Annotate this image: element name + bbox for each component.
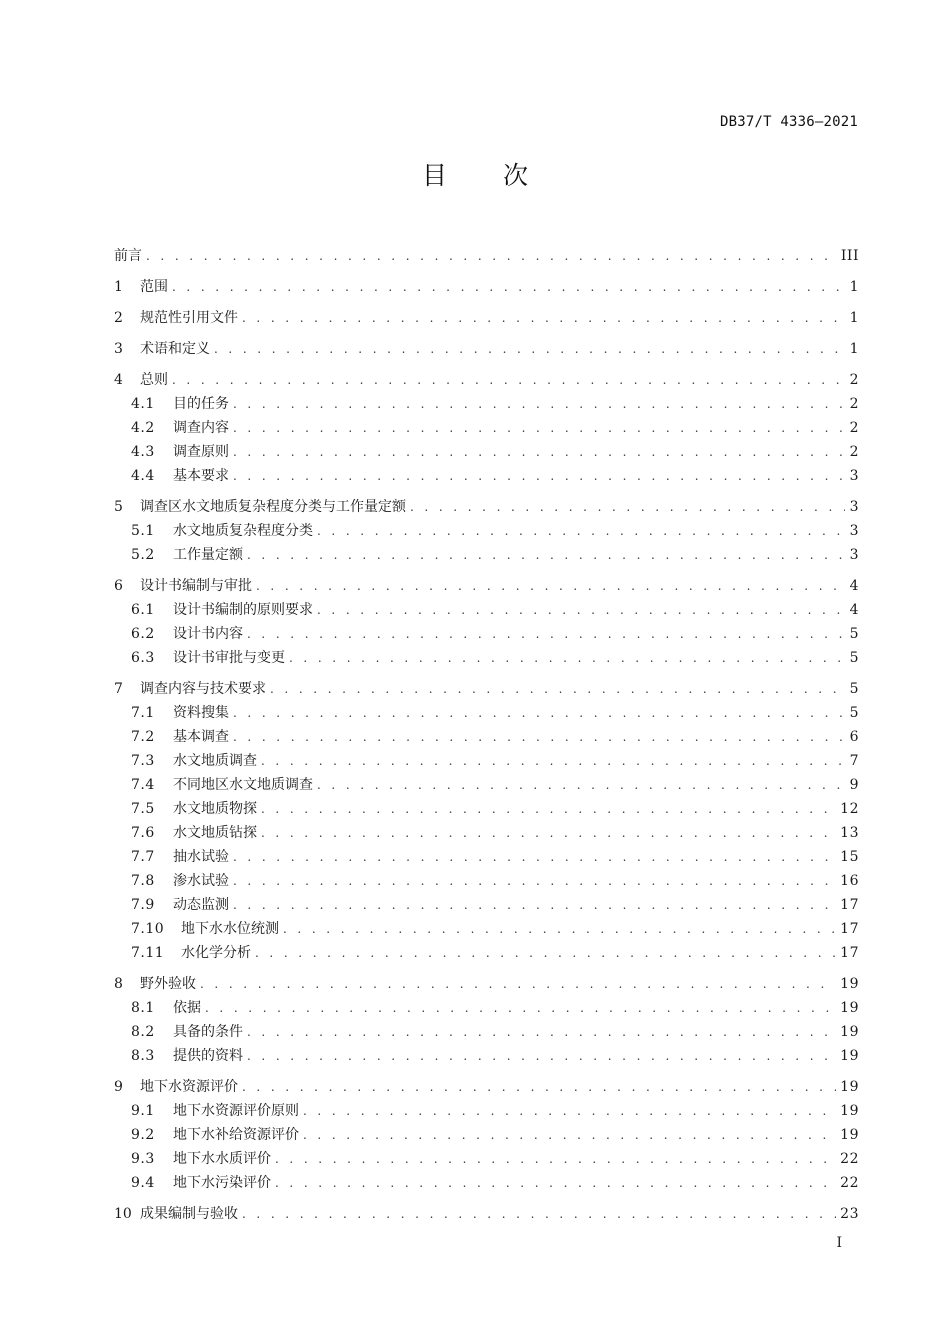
toc-entry-number: 7.10 (131, 921, 165, 937)
toc-entry-title: 提供的资料 (173, 1048, 243, 1064)
toc-entry-page: 17 (840, 897, 859, 913)
toc-entry[interactable] (114, 519, 859, 543)
toc-dot-leader (261, 797, 836, 821)
toc-entry-title: 抽水试验 (173, 849, 229, 865)
toc-entry[interactable] (114, 275, 859, 299)
toc-entry-title: 地下水资源评价原则 (173, 1103, 299, 1119)
toc-entry-title: 设计书内容 (173, 626, 243, 642)
toc-entry-number: 8.2 (131, 1024, 155, 1040)
toc-entry-page: III (840, 248, 859, 264)
toc-entry-number: 4 (114, 372, 123, 388)
toc-entry-page: 5 (849, 705, 859, 721)
toc-entry[interactable] (114, 917, 859, 941)
toc-entry-title: 依据 (173, 1000, 201, 1016)
toc-entry[interactable] (114, 416, 859, 440)
toc-entry-number: 7.9 (131, 897, 155, 913)
toc-entry-page: 2 (849, 444, 859, 460)
toc-entry-title: 成果编制与验收 (140, 1206, 238, 1222)
toc-entry-number: 9.4 (131, 1175, 155, 1191)
toc-entry-number: 7.7 (131, 849, 155, 865)
toc-dot-leader (233, 893, 836, 917)
toc-entry-title: 水文地质调查 (173, 753, 257, 769)
toc-entry-page: 22 (840, 1151, 859, 1167)
toc-dot-leader (275, 1147, 836, 1171)
toc-dot-leader (233, 869, 836, 893)
toc-entry-title: 地下水污染评价 (173, 1175, 271, 1191)
toc-entry-page: 4 (849, 578, 859, 594)
toc-entry-title: 工作量定额 (173, 547, 243, 563)
toc-entry-number: 9.2 (131, 1127, 155, 1143)
toc-entry-page: 2 (849, 420, 859, 436)
toc-entry-number: 7.1 (131, 705, 155, 721)
footer-page-number: I (836, 1235, 842, 1251)
toc-entry-page: 19 (840, 976, 859, 992)
toc-entry[interactable] (114, 440, 859, 464)
toc-entry[interactable] (114, 893, 859, 917)
document-code: DB37/T 4336—2021 (719, 114, 858, 130)
toc-entry-page: 6 (849, 729, 859, 745)
toc-entry[interactable] (114, 1020, 859, 1044)
page-title-part1: 目 (421, 161, 447, 190)
toc-entry[interactable] (114, 1202, 859, 1226)
toc-dot-leader (255, 941, 836, 965)
toc-dot-leader (283, 917, 836, 941)
toc-entry-title: 设计书审批与变更 (173, 650, 285, 666)
toc-entry-page: 5 (849, 626, 859, 642)
toc-dot-leader (172, 368, 845, 392)
toc-entry-title: 调查原则 (173, 444, 229, 460)
toc-entry-page: 1 (849, 341, 859, 357)
toc-dot-leader (317, 598, 845, 622)
toc-entry-page: 22 (840, 1175, 859, 1191)
toc-entry-page: 3 (849, 468, 859, 484)
toc-entry-title: 具备的条件 (173, 1024, 243, 1040)
toc-entry-page: 19 (840, 1024, 859, 1040)
toc-entry-title: 基本要求 (173, 468, 229, 484)
toc-entry-title: 规范性引用文件 (140, 310, 238, 326)
toc-entry-number: 7 (114, 681, 123, 697)
toc-entry-number: 5.2 (131, 547, 155, 563)
toc-entry-number: 8.3 (131, 1048, 155, 1064)
toc-entry-number: 6 (114, 578, 123, 594)
toc-entry-page: 2 (849, 372, 859, 388)
toc-entry-number: 7.5 (131, 801, 155, 817)
toc-entry-title: 设计书编制的原则要求 (173, 602, 313, 618)
toc-entry-title: 地下水资源评价 (140, 1079, 238, 1095)
toc-dot-leader (247, 1044, 836, 1068)
toc-entry-number: 8.1 (131, 1000, 155, 1016)
toc-entry[interactable] (114, 1171, 859, 1195)
toc-entry[interactable] (114, 244, 859, 268)
toc-entry-number: 6.1 (131, 602, 155, 618)
toc-entry-title: 动态监测 (173, 897, 229, 913)
toc-entry-number: 7.8 (131, 873, 155, 889)
toc-entry-number: 4.3 (131, 444, 155, 460)
toc-entry[interactable] (114, 701, 859, 725)
toc-entry-page: 19 (840, 1127, 859, 1143)
toc-entry[interactable] (114, 574, 859, 598)
toc-dot-leader (146, 244, 837, 268)
toc-dot-leader (233, 701, 845, 725)
toc-entry[interactable] (114, 941, 859, 965)
toc-entry-number: 4.1 (131, 396, 155, 412)
toc-entry[interactable] (114, 368, 859, 392)
toc-entry-title: 基本调查 (173, 729, 229, 745)
toc-entry-page: 19 (840, 1048, 859, 1064)
toc-entry-title: 设计书编制与审批 (140, 578, 252, 594)
toc-entry-page: 16 (840, 873, 859, 889)
toc-dot-leader (233, 464, 845, 488)
toc-dot-leader (303, 1123, 836, 1147)
toc-entry-page: 13 (840, 825, 859, 841)
toc-entry[interactable] (114, 622, 859, 646)
toc-entry[interactable] (114, 821, 859, 845)
toc-entry-title: 水文地质物探 (173, 801, 257, 817)
toc-entry-number: 7.6 (131, 825, 155, 841)
toc-entry-number: 7.2 (131, 729, 155, 745)
toc-entry-title: 术语和定义 (140, 341, 210, 357)
toc-dot-leader (233, 416, 845, 440)
toc-entry-title: 水文地质钻探 (173, 825, 257, 841)
toc-entry-number: 9.3 (131, 1151, 155, 1167)
toc-entry-number: 5 (114, 499, 123, 515)
toc-entry-page: 19 (840, 1000, 859, 1016)
toc-entry[interactable] (114, 337, 859, 361)
toc-entry-number: 2 (114, 310, 123, 326)
toc-entry-title: 地下水补给资源评价 (173, 1127, 299, 1143)
toc-dot-leader (247, 622, 845, 646)
toc-entry-page: 3 (849, 547, 859, 563)
toc-entry-page: 15 (840, 849, 859, 865)
toc-entry-page: 17 (840, 921, 859, 937)
toc-entry-page: 12 (840, 801, 859, 817)
toc-entry-page: 5 (849, 650, 859, 666)
toc-entry-number: 5.1 (131, 523, 155, 539)
toc-entry[interactable] (114, 306, 859, 330)
toc-entry-title: 目的任务 (173, 396, 229, 412)
toc-dot-leader (233, 725, 845, 749)
toc-entry-page: 4 (849, 602, 859, 618)
toc-entry-number: 7.11 (131, 945, 165, 961)
toc-entry-number: 10 (114, 1206, 132, 1222)
toc-entry-number: 6.3 (131, 650, 155, 666)
toc-entry-page: 19 (840, 1103, 859, 1119)
toc-dot-leader (200, 972, 836, 996)
toc-entry-number: 4.4 (131, 468, 155, 484)
toc-entry-page: 1 (849, 310, 859, 326)
toc-entry[interactable] (114, 972, 859, 996)
toc-entry[interactable] (114, 996, 859, 1020)
toc-entry-page: 1 (849, 279, 859, 295)
toc-dot-leader (214, 337, 845, 361)
toc-entry[interactable] (114, 646, 859, 670)
toc-dot-leader (242, 1202, 836, 1226)
toc-entry-number: 9.1 (131, 1103, 155, 1119)
toc-entry-number: 4.2 (131, 420, 155, 436)
toc-entry-page: 17 (840, 945, 859, 961)
toc-entry-page: 2 (849, 396, 859, 412)
toc-dot-leader (317, 773, 845, 797)
toc-entry[interactable] (114, 749, 859, 773)
toc-dot-leader (289, 646, 845, 670)
toc-entry[interactable] (114, 598, 859, 622)
toc-entry[interactable] (114, 869, 859, 893)
toc-dot-leader (233, 392, 845, 416)
toc-entry[interactable] (114, 1075, 859, 1099)
toc-entry[interactable] (114, 464, 859, 488)
toc-entry-page: 19 (840, 1079, 859, 1095)
toc-entry-number: 9 (114, 1079, 123, 1095)
toc-entry-number: 3 (114, 341, 123, 357)
toc-entry-title: 范围 (140, 279, 168, 295)
toc-entry[interactable] (114, 392, 859, 416)
toc-dot-leader (242, 1075, 836, 1099)
toc-entry-number: 7.4 (131, 777, 155, 793)
toc-dot-leader (205, 996, 836, 1020)
toc-dot-leader (261, 749, 845, 773)
toc-dot-leader (247, 1020, 836, 1044)
toc-entry-number: 7.3 (131, 753, 155, 769)
toc-dot-leader (256, 574, 845, 598)
toc-dot-leader (317, 519, 845, 543)
table-of-contents (114, 244, 859, 1226)
page-title-part2: 次 (503, 161, 529, 190)
toc-entry-title: 调查内容与技术要求 (140, 681, 266, 697)
toc-entry-page: 23 (840, 1206, 859, 1222)
toc-dot-leader (242, 306, 845, 330)
toc-entry-number: 6.2 (131, 626, 155, 642)
toc-entry-page: 3 (849, 523, 859, 539)
toc-entry-page: 3 (849, 499, 859, 515)
toc-dot-leader (233, 845, 836, 869)
toc-dot-leader (261, 821, 836, 845)
toc-entry[interactable] (114, 773, 859, 797)
toc-entry[interactable] (114, 677, 859, 701)
toc-entry-title: 地下水水位统测 (181, 921, 279, 937)
toc-entry[interactable] (114, 1123, 859, 1147)
toc-entry-title: 调查内容 (173, 420, 229, 436)
toc-entry-title: 资料搜集 (173, 705, 229, 721)
toc-entry-title: 水化学分析 (181, 945, 251, 961)
toc-entry-page: 5 (849, 681, 859, 697)
toc-entry-title: 野外验收 (140, 976, 196, 992)
toc-entry-number: 8 (114, 976, 123, 992)
toc-entry-title: 调查区水文地质复杂程度分类与工作量定额 (140, 499, 406, 515)
toc-entry-title: 总则 (140, 372, 168, 388)
toc-entry-title: 地下水水质评价 (173, 1151, 271, 1167)
toc-entry[interactable] (114, 543, 859, 567)
toc-entry-title: 不同地区水文地质调查 (173, 777, 313, 793)
toc-entry[interactable] (114, 495, 859, 519)
toc-dot-leader (247, 543, 845, 567)
toc-entry[interactable] (114, 1147, 859, 1171)
toc-dot-leader (303, 1099, 836, 1123)
toc-entry[interactable] (114, 797, 859, 821)
toc-dot-leader (233, 440, 845, 464)
toc-entry[interactable] (114, 725, 859, 749)
toc-dot-leader (410, 495, 845, 519)
page-title (0, 156, 950, 192)
toc-entry-page: 9 (849, 777, 859, 793)
toc-entry[interactable] (114, 1044, 859, 1068)
toc-dot-leader (270, 677, 845, 701)
toc-entry-number: 1 (114, 279, 123, 295)
toc-entry[interactable] (114, 1099, 859, 1123)
toc-dot-leader (275, 1171, 836, 1195)
toc-entry-page: 7 (849, 753, 859, 769)
toc-entry-title: 前言 (114, 248, 142, 264)
toc-entry-title: 渗水试验 (173, 873, 229, 889)
toc-entry[interactable] (114, 845, 859, 869)
toc-entry-title: 水文地质复杂程度分类 (173, 523, 313, 539)
toc-dot-leader (172, 275, 845, 299)
